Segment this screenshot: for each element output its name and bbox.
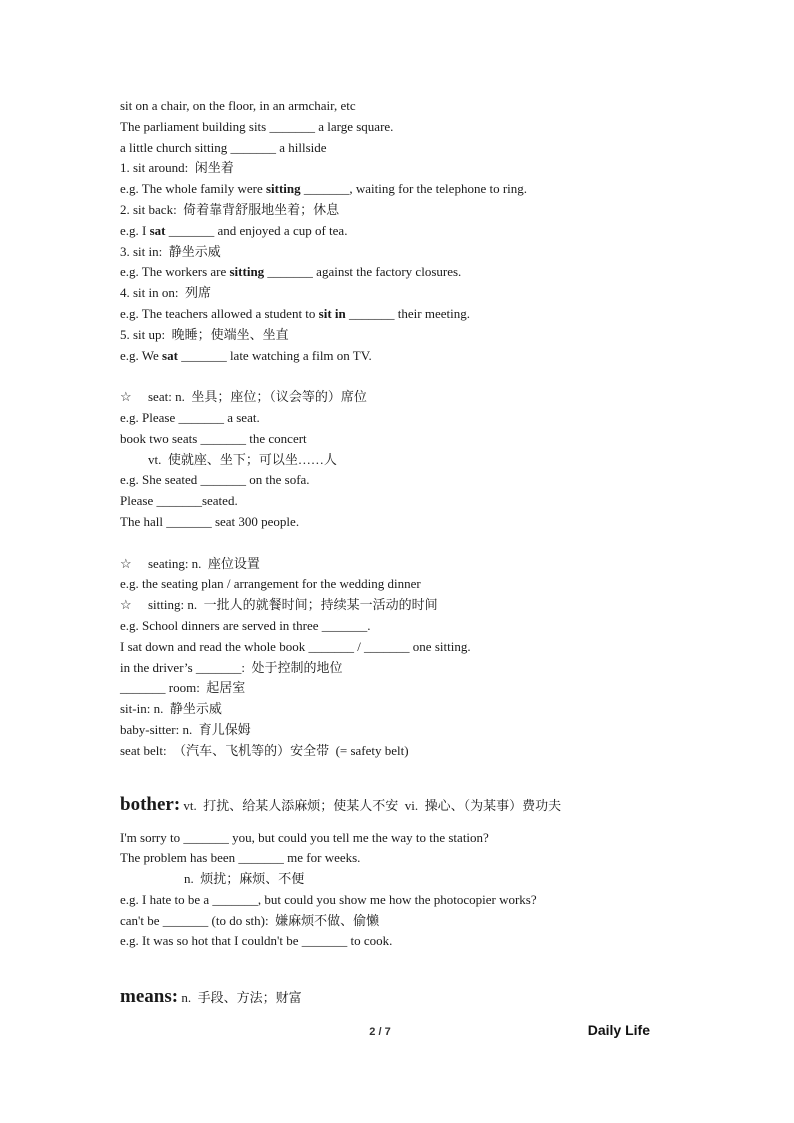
text-line: Please _______seated. [120,493,238,509]
sitting-heading: ☆ sitting: n. 一批人的就餐时间；持续某一活动的时间 [120,595,700,616]
text-line: can't be _______ (to do sth): 嫌麻烦不做、偷懒 [120,912,380,928]
text-line: e.g. Please _______ a seat. [120,409,260,425]
text-line: The parliament building sits _______ a large square. [120,118,394,134]
text-line: sit-in: n. 静坐示威 [120,701,222,717]
text-line: The problem has been _______ me for weeks. [120,850,361,866]
text-line: e.g. the seating plan / arrangement for the wedding dinner [120,576,421,592]
example-line: e.g. I sat _______ and enjoyed a cup of tea. [120,222,348,238]
bother-heading: bother: vt. 打扰、给某人添麻烦；使某人不安 vi. 操心、（为某事）费功夫 [120,793,562,815]
text-line: 4. sit in on: 列席 [120,285,212,301]
text-line: e.g. School dinners are served in three _______. [120,617,371,633]
example-line: e.g. The workers are sitting _______ against the factory closures. [120,264,462,280]
section-spacer [120,762,700,788]
text-line: I'm sorry to _______ you, but could you tell me the way to the station? [120,829,489,845]
text-line: n. 烦扰；麻烦、不便 [184,871,305,887]
text-line: in the driver’s _______: 处于控制的地位 [120,659,343,675]
text-line: seat belt: （汽车、飞机等的）安全带 (= safety belt) [120,742,409,758]
text-line: sit on a chair, on the floor, in an armchair, etc [120,98,356,113]
text-line: 1. sit around: 闲坐着 [120,160,234,176]
text-line: baby-sitter: n. 育儿保姆 [120,721,251,737]
text-line: _______ room: 起居室 [120,680,246,696]
example-line: e.g. We sat _______ late watching a film on TV. [120,347,372,363]
blank-line [120,533,700,554]
headword: means: [120,986,179,1008]
means-heading: means: n. 手段、方法；财富 [120,986,302,1008]
star-icon: ☆ [120,555,132,571]
text-line: The hall _______ seat 300 people. [120,513,300,529]
text-line: e.g. She seated _______ on the sofa. [120,472,310,488]
text-line: 3. sit in: 静坐示威 [120,243,221,259]
seating-heading: ☆ seating: n. 座位设置 [120,554,700,575]
star-icon: ☆ [120,389,132,405]
text-line: 5. sit up: 晚睡；使端坐、坐直 [120,326,289,342]
text-line: e.g. I hate to be a _______, but could you show me how the photocopier works? [120,891,537,907]
text-line: vt. 使就座、坐下；可以坐……人 [148,451,337,467]
text-line: book two seats _______ the concert [120,430,307,446]
text-line: a little church sitting _______ a hillside [120,139,327,155]
example-line: e.g. The teachers allowed a student to sit in _______ their meeting. [120,305,470,321]
headword: bother: [120,793,181,815]
text-line: e.g. It was so hot that I couldn't be _______ to cook. [120,933,393,949]
text-line: 2. sit back: 倚着靠背舒服地坐着；休息 [120,201,340,217]
text-line: I sat down and read the whole book _______ / _______ one sitting. [120,638,471,654]
document-body [120,96,700,1014]
section-spacer [120,952,700,980]
star-icon: ☆ [120,597,132,613]
footer-title: Daily Life [587,1022,650,1038]
page-number: 2 / 7 [369,1026,391,1038]
blank-line [120,366,700,387]
seat-heading: ☆ seat: n. 坐具；座位；（议会等的）席位 [120,387,700,408]
example-line: e.g. The whole family were sitting _______, waiting for the telephone to ring. [120,181,528,197]
